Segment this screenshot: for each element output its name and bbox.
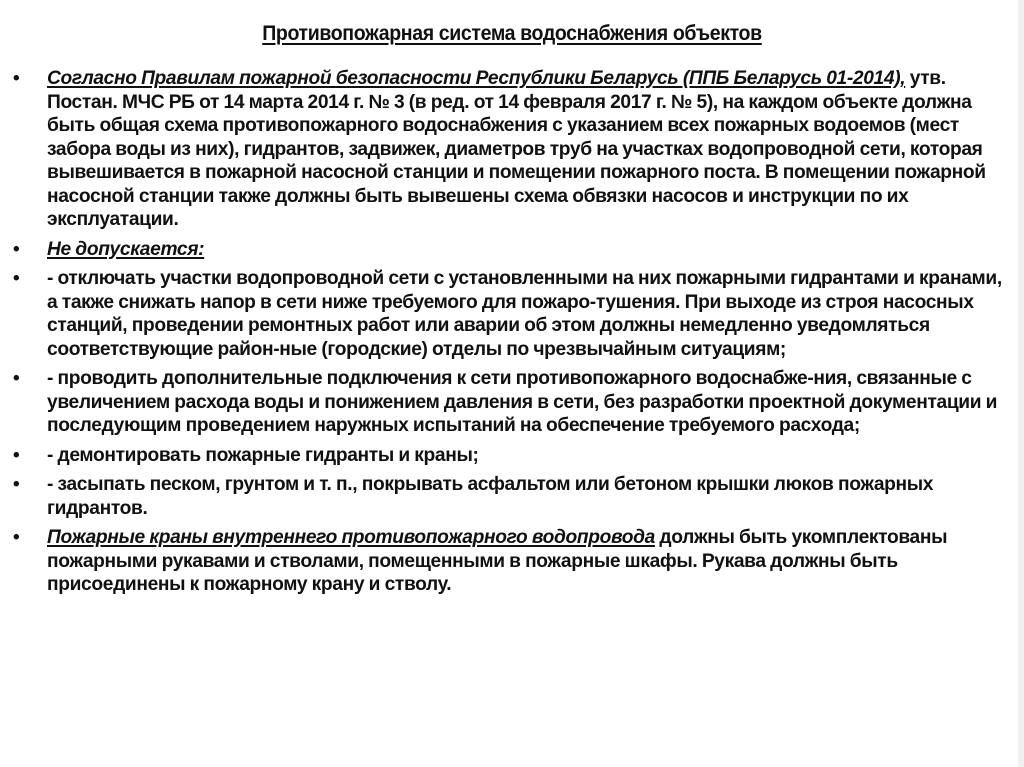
bullet-text: - демонтировать пожарные гидранты и краны; xyxy=(47,444,479,466)
bullet-icon: • xyxy=(13,68,20,89)
bullet-item-cover-hatches xyxy=(0,473,1018,520)
bullet-list xyxy=(0,67,1018,603)
bullet-item-dismantle-hydrants xyxy=(0,444,1018,468)
bullet-icon: • xyxy=(13,527,20,548)
bullet-text: - засыпать песком, грунтом и т. п., покрывать асфальтом или бетоном крышки люков пожарных гидрантов. xyxy=(47,474,934,519)
bullet-item-internal-fire-cranes xyxy=(0,526,1018,597)
bullet-text: утв. Постан. МЧС РБ от 14 марта 2014 г. № 3 (в ред. от 14 февраля 2017 г. № 5), на каждом объекте должна быть общая схема противопожарного водоснабжения с указанием всех пожарных водоемов (мест забора воды из них), гидрантов, задвижек, диаметров труб на участках водопроводной сети, которая вывешивается в пожарной насосной станции и помещении пожарного поста. В помещении пожарной насосной станции также должны быть вывешены схема обвязки насосов и инструкции по их эксплуатации. xyxy=(47,68,986,230)
bullet-text: должны быть укомплектованы пожарными рукавами и стволами, помещенными в пожарные шкафы. Рукава должны быть присоединены к пожарному крану и стволу. xyxy=(47,527,948,595)
bullet-icon: • xyxy=(13,238,20,260)
bullet-icon: • xyxy=(13,268,20,289)
bullet-item-not-allowed-heading xyxy=(0,238,1018,262)
bullet-emphasis: Не допускается: xyxy=(47,238,205,260)
bullet-emphasis: Пожарные краны внутреннего противопожарного водопровода xyxy=(47,527,655,548)
slide-title: Противопожарная система водоснабжения объектов xyxy=(262,22,762,46)
bullet-item-additional-connections xyxy=(0,367,1018,438)
slide-edge-strip xyxy=(1018,0,1024,767)
bullet-text: - проводить дополнительные подключения к сети противопожарного водоснабже-ния, связанные с увеличением расхода воды и понижением давления в сети, без разработки проектной документации и последующим проведением наружных испытаний на обеспечение требуемого расхода; xyxy=(47,368,998,436)
bullet-icon: • xyxy=(13,474,20,495)
bullet-emphasis: Согласно Правилам пожарной безопасности Республики Беларусь (ППБ Беларусь 01-2014), xyxy=(47,68,906,89)
bullet-item-disconnect-sections xyxy=(0,267,1018,361)
bullet-item-ppb-rules xyxy=(0,67,1018,232)
bullet-icon: • xyxy=(13,444,20,466)
bullet-text: - отключать участки водопроводной сети с установленными на них пожарными гидрантами и кранами, а также снижать напор в сети ниже требуемого для пожаро-тушения. При выходе из строя насосных станций, проведении ремонтных работ или аварии об этом должны немедленно уведомляться соответствующие район-ные (городские) отделы по чрезвычайным ситуациям; xyxy=(47,268,1002,360)
bullet-icon: • xyxy=(13,368,20,389)
